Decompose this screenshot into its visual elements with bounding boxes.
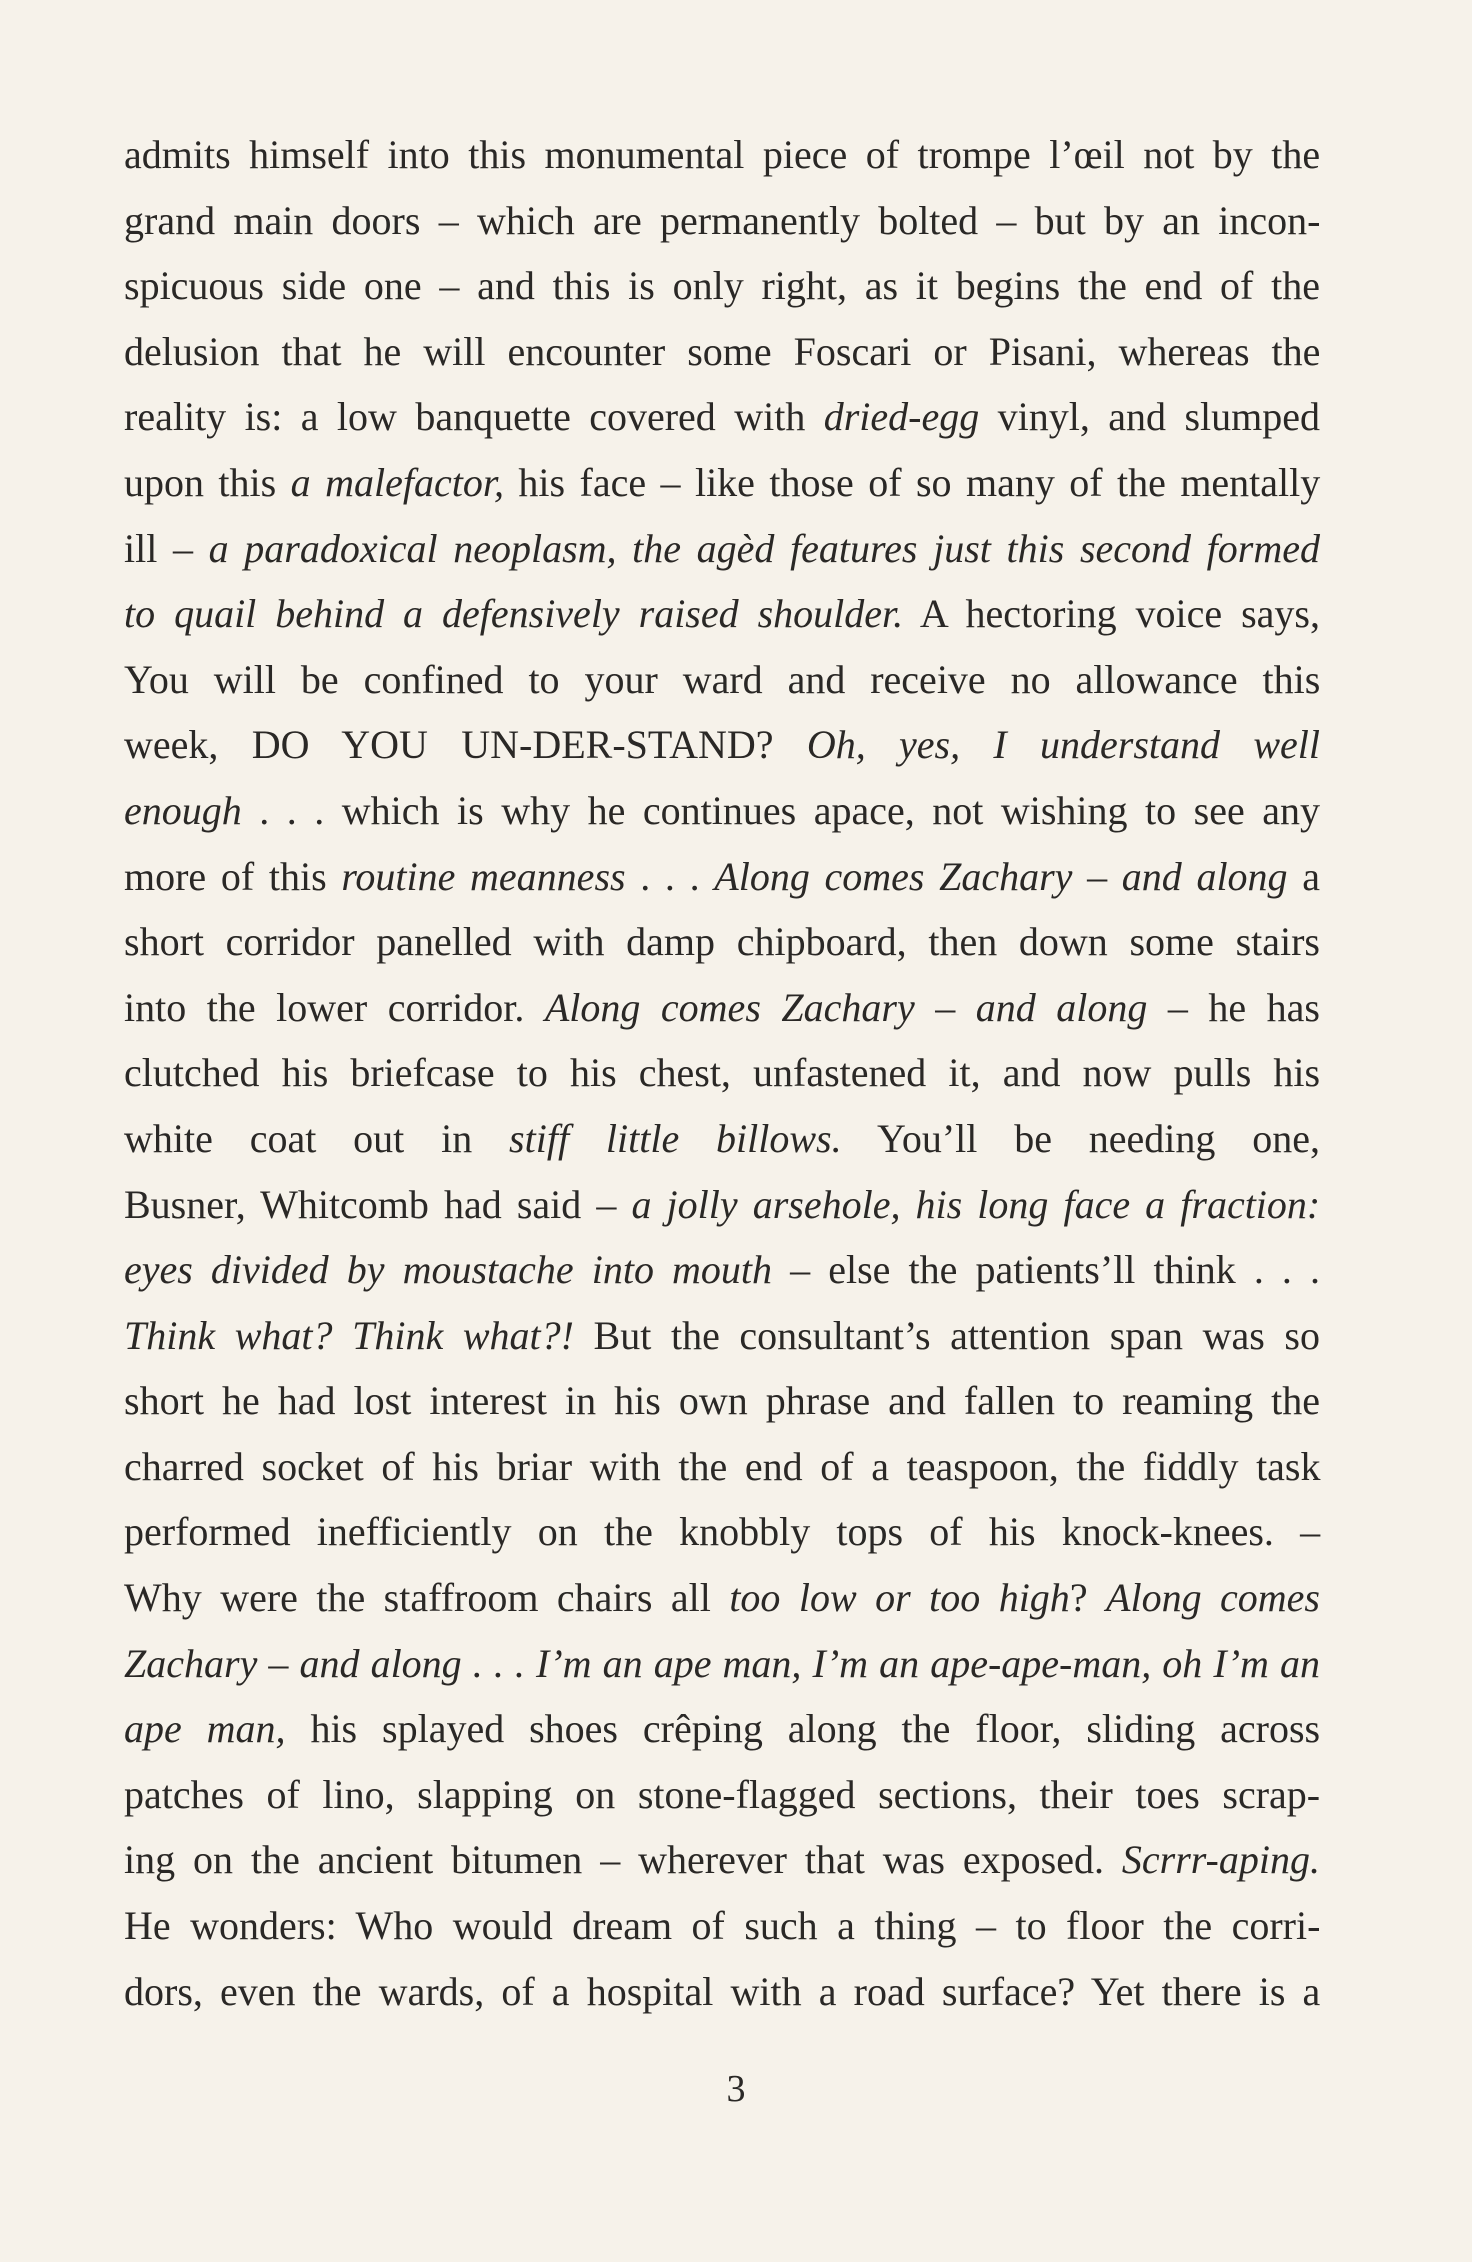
body-text bbox=[124, 122, 1320, 2024]
text-line bbox=[124, 647, 1320, 713]
italic-text: Scrrr-aping. bbox=[1121, 1837, 1320, 1883]
text-line bbox=[124, 1106, 1320, 1172]
italic-text: enough bbox=[124, 787, 242, 833]
text-run: vinyl, and slumped bbox=[979, 394, 1320, 440]
text-line bbox=[124, 384, 1320, 450]
text-run: patches of lino, slapping on stone-flagged sections, their toes scrap- bbox=[124, 1771, 1321, 1817]
text-run: Busner, Whitcomb had said – bbox=[124, 1181, 632, 1227]
italic-text: routine meanness bbox=[341, 853, 626, 899]
text-run: reality is: a low banquette covered with bbox=[124, 394, 824, 440]
text-run: his splayed shoes crêping along the floor, sliding across bbox=[285, 1706, 1321, 1752]
page-number: 3 bbox=[726, 2068, 746, 2110]
italic-text: Zachary – and along . . . I’m an ape man, I’m an ape-ape-man, oh I’m an bbox=[124, 1640, 1320, 1686]
text-line bbox=[124, 1499, 1320, 1565]
text-line bbox=[124, 1959, 1320, 2025]
text-run: week, DO YOU UN-DER-STAND? bbox=[124, 722, 807, 768]
text-run: performed inefficiently on the knobbly tops of his knock-knees. – bbox=[124, 1509, 1321, 1555]
text-run: dors, even the wards, of a hospital with a road surface? Yet there is a bbox=[124, 1968, 1321, 2014]
text-run: You’ll be needing one, bbox=[841, 1115, 1321, 1161]
text-line bbox=[124, 1172, 1320, 1238]
italic-text: stiff little billows. bbox=[509, 1115, 842, 1161]
text-line bbox=[124, 319, 1320, 385]
text-run: spicuous side one – and this is only right, as it begins the end of the bbox=[124, 263, 1320, 309]
text-run: . . . bbox=[625, 853, 715, 899]
italic-text: a malefactor, bbox=[290, 459, 504, 505]
italic-text: eyes divided by moustache into mouth bbox=[124, 1247, 773, 1293]
text-line bbox=[124, 778, 1320, 844]
italic-text: too low or too high bbox=[729, 1575, 1070, 1621]
text-line bbox=[124, 188, 1320, 254]
italic-text: Along comes bbox=[1106, 1575, 1320, 1621]
italic-text: to quail behind a defensively raised shoulder. bbox=[124, 591, 904, 637]
text-run: more of this bbox=[124, 853, 342, 899]
italic-text: Oh, yes, I understand well bbox=[806, 722, 1320, 768]
text-run: . . . which is why he continues apace, not wishing to see any bbox=[241, 787, 1320, 833]
text-line bbox=[124, 1303, 1320, 1369]
text-run: – else the patients’ll think . . . bbox=[772, 1247, 1320, 1293]
text-run: upon this bbox=[124, 459, 291, 505]
text-line bbox=[124, 516, 1320, 582]
text-run: You will be confined to your ward and receive no allowance this bbox=[124, 656, 1321, 702]
italic-text: Along comes Zachary – and along bbox=[714, 853, 1288, 899]
text-line bbox=[124, 712, 1320, 778]
text-run: charred socket of his briar with the end of a teaspoon, the fiddly task bbox=[124, 1443, 1321, 1489]
text-line bbox=[124, 581, 1320, 647]
text-run: But the consultant’s attention span was so bbox=[573, 1312, 1320, 1358]
text-run: short he had lost interest in his own phrase and fallen to reaming the bbox=[124, 1378, 1320, 1424]
text-run: ill – bbox=[124, 525, 209, 571]
text-line bbox=[124, 844, 1320, 910]
text-run: Why were the staffroom chairs all bbox=[124, 1575, 730, 1621]
text-line bbox=[124, 1565, 1320, 1631]
text-line bbox=[124, 1434, 1320, 1500]
italic-text: ape man, bbox=[124, 1706, 286, 1752]
italic-text: dried-egg bbox=[823, 394, 980, 440]
text-run: into the lower corridor. bbox=[124, 984, 545, 1030]
text-run: white coat out in bbox=[124, 1115, 510, 1161]
text-line bbox=[124, 450, 1320, 516]
text-line bbox=[124, 1893, 1320, 1959]
text-line bbox=[124, 1237, 1320, 1303]
text-run: He wonders: Who would dream of such a thing – to floor the corri- bbox=[124, 1903, 1321, 1949]
text-run: a bbox=[1287, 853, 1320, 899]
text-run: delusion that he will encounter some Foscari or Pisani, whereas the bbox=[124, 328, 1321, 374]
italic-text: Think what? Think what?! bbox=[124, 1312, 574, 1358]
text-line bbox=[124, 975, 1320, 1041]
text-line bbox=[124, 1368, 1320, 1434]
text-run: ? bbox=[1069, 1575, 1107, 1621]
text-line bbox=[124, 122, 1320, 188]
italic-text: a jolly arsehole, his long face a fraction: bbox=[631, 1181, 1321, 1227]
text-line bbox=[124, 1762, 1320, 1828]
text-run: A hectoring voice says, bbox=[903, 591, 1320, 637]
text-line bbox=[124, 909, 1320, 975]
text-run: grand main doors – which are permanently bolted – but by an incon- bbox=[124, 197, 1321, 243]
text-line bbox=[124, 253, 1320, 319]
text-line bbox=[124, 1827, 1320, 1893]
text-line bbox=[124, 1631, 1320, 1697]
text-run: short corridor panelled with damp chipboard, then down some stairs bbox=[124, 919, 1320, 965]
italic-text: Along comes Zachary – and along bbox=[544, 984, 1148, 1030]
text-run: clutched his briefcase to his chest, unfastened it, and now pulls his bbox=[124, 1050, 1321, 1096]
text-run: admits himself into this monumental piece of trompe l’œil not by the bbox=[124, 132, 1321, 177]
text-line bbox=[124, 1040, 1320, 1106]
text-line bbox=[124, 1696, 1320, 1762]
text-run: his face – like those of so many of the mentally bbox=[503, 459, 1321, 505]
text-run: – he has bbox=[1147, 984, 1320, 1030]
italic-text: a paradoxical neoplasm, the agèd features just this second formed bbox=[208, 525, 1320, 571]
text-run: ing on the ancient bitumen – wherever that was exposed. bbox=[124, 1837, 1122, 1883]
